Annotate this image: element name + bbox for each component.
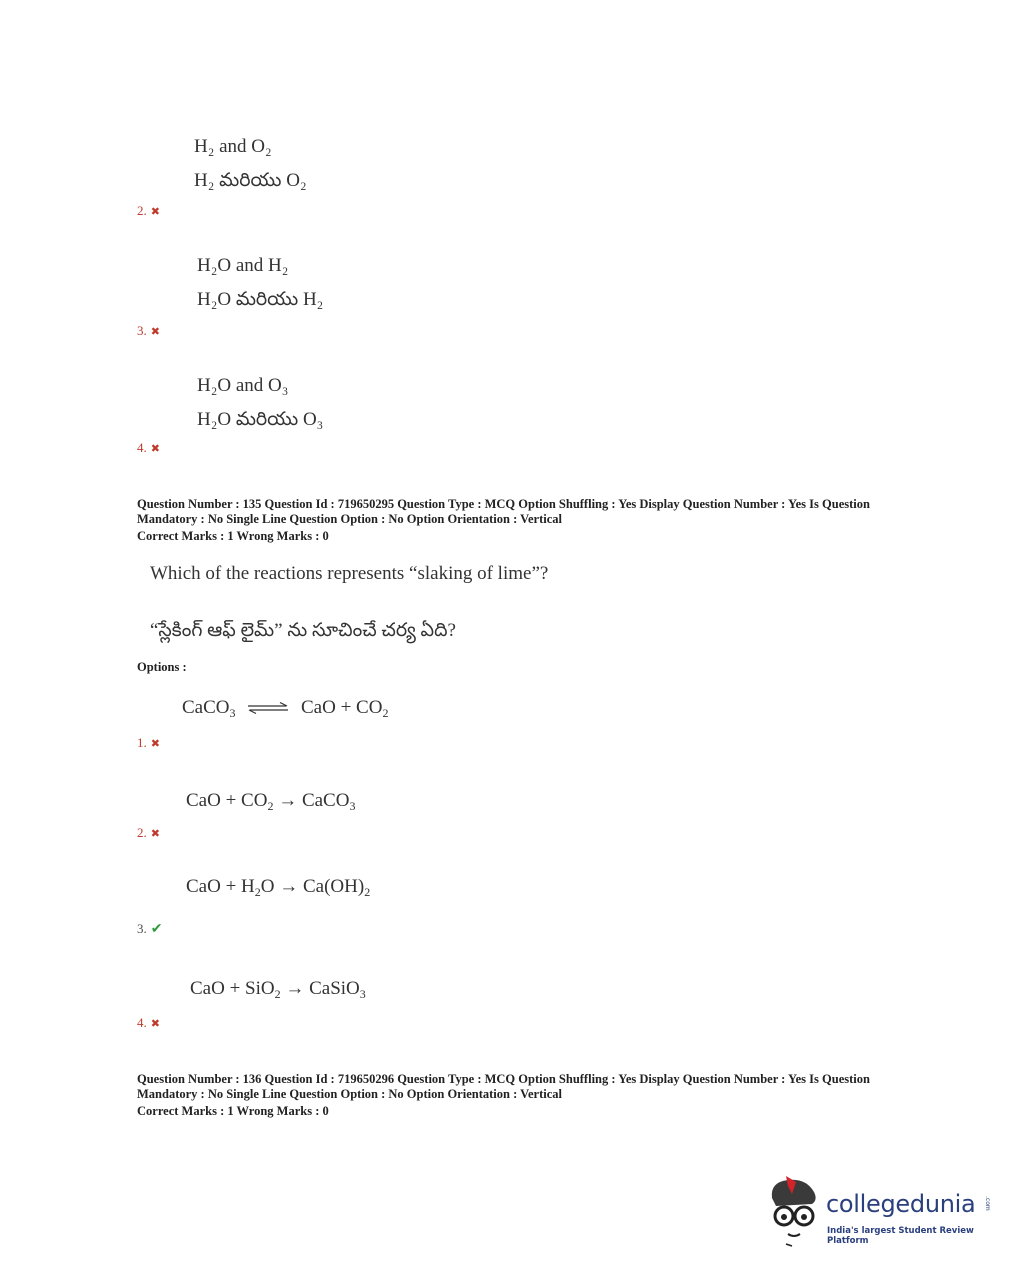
prev-option-3-en: H₂O and O₃ [197,375,289,396]
prev-option-3-te: H₂O మరియు O₃ [197,409,324,430]
wrong-icon: ✖ [150,1018,160,1030]
q136-meta-line-2: Mandatory : No Single Line Question Option : No Option Orientation : Vertical [137,1087,563,1101]
reaction-arrow-icon: → [278,790,298,811]
logo-tagline: India's largest Student Review Platform [827,1226,974,1246]
correct-check-icon: ✔ [150,922,163,937]
reaction-arrow-icon: → [279,876,299,897]
q135-option-3-number: 3. ✔ [137,921,163,937]
prev-option-2-number: 2. ✖ [137,203,160,218]
collegedunia-logo[interactable] [766,1176,996,1248]
prev-option-2-te: H₂O మరియు H₂ [197,289,324,310]
prev-option-1-te: H₂ మరియు O₂ [194,170,307,191]
q135-options-label: Options : [137,660,187,674]
q135-option-3-formula: CaO + $H_2O \to Ca(OH)_2$ [186,876,371,899]
q135-meta-line-3: Correct Marks : 1 Wrong Marks : 0 [137,529,329,543]
wrong-icon: ✖ [150,206,160,218]
reaction-arrow-icon: → [285,978,305,999]
q135-option-1-formula: CaCO$_3$ CaO + $CO_2$ [182,697,389,720]
prev-option-3-number: 3. ✖ [137,323,160,338]
prev-option-1-en: H₂ and O₂ [194,136,272,157]
wrong-icon: ✖ [150,326,160,338]
prev-option-2-en: H₂O and H₂ [197,255,289,276]
q136-meta-line-1: Question Number : 136 Question Id : 719650296 Question Type : MCQ Option Shuffling : Yes Display Question Number : Yes Is Question [137,1072,870,1086]
q135-question-en: Which of the reactions represents “slaking of lime”? [150,563,549,584]
student-mascot-icon [766,1176,824,1253]
q135-option-2-number: 2. ✖ [137,825,160,840]
q135-option-2-formula: CaO + $CO_2$ → CaCO$_3$ [186,790,356,813]
q135-option-1-number: 1. ✖ [137,735,160,750]
logo-wordmark: collegedunia [826,1190,976,1218]
q135-meta-line-2: Mandatory : No Single Line Question Option : No Option Orientation : Vertical [137,512,563,526]
prev-option-4-number: 4. ✖ [137,440,160,455]
q135-option-4-number: 4. ✖ [137,1015,160,1030]
equilibrium-arrow-icon [246,698,290,720]
q135-option-4-formula: CaO + SiO$_2$ → CaSiO$_3$ [190,978,366,1001]
wrong-icon: ✖ [150,738,160,750]
wrong-icon: ✖ [150,443,160,455]
wrong-icon: ✖ [150,828,160,840]
q136-meta-line-3: Correct Marks : 1 Wrong Marks : 0 [137,1104,329,1118]
logo-domain-suffix: .com [984,1196,991,1211]
q135-question-te: “స్లేకింగ్ ఆఫ్ లైమ్” ను సూచించే చర్య ఏది? [150,620,456,641]
q135-meta-line-1: Question Number : 135 Question Id : 719650295 Question Type : MCQ Option Shuffling : Yes Display Question Number : Yes Is Question [137,497,870,511]
